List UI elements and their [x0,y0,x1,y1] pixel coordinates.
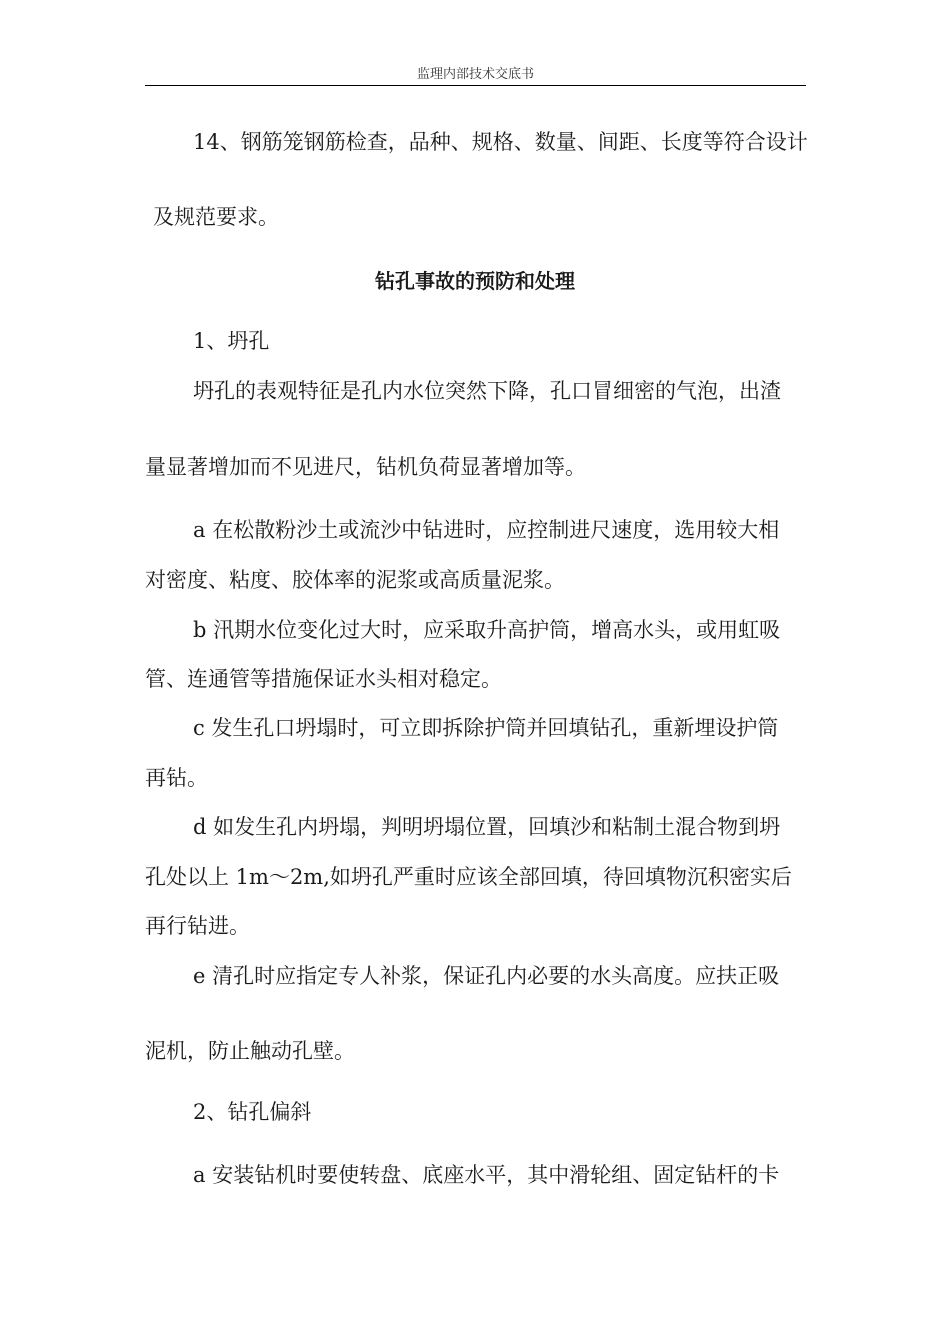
text-line: 泥机，防止触动孔壁。 [145,1039,355,1063]
text-line: a 在松散粉沙土或流沙中钻进时，应控制进尺速度，选用较大相 [193,518,780,542]
text-line: 孔处以上 1m～2m,如坍孔严重时应该全部回填，待回填物沉积密实后 [145,865,792,889]
text-line: 对密度、粘度、胶体率的泥浆或高质量泥浆。 [145,568,565,592]
subsection-heading: 2、钻孔偏斜 [193,1100,312,1124]
text-line: 管、连通管等措施保证水头相对稳定。 [145,667,502,691]
text-line: b 汛期水位变化过大时，应采取升高护筒，增高水头，或用虹吸 [193,618,781,642]
page-header: 监理内部技术交底书 [145,66,806,86]
subsection-heading: 1、坍孔 [193,329,270,353]
section-title: 钻孔事故的预防和处理 [375,269,575,293]
text-line: 及规范要求。 [153,205,279,229]
text-line: a 安装钻机时要使转盘、底座水平，其中滑轮组、固定钻杆的卡 [193,1163,780,1187]
text-line: d 如发生孔内坍塌，判明坍塌位置，回填沙和粘制土混合物到坍 [193,815,781,839]
text-line: 再钻。 [145,766,208,790]
text-line: c 发生孔口坍塌时，可立即拆除护筒并回填钻孔，重新埋设护筒 [193,716,779,740]
text-line: 量显著增加而不见进尺，钻机负荷显著增加等。 [145,455,586,479]
text-line: 14、钢筋笼钢筋检查，品种、规格、数量、间距、长度等符合设计 [193,130,808,154]
text-line: 再行钻进。 [145,914,250,938]
text-line: 坍孔的表观特征是孔内水位突然下降，孔口冒细密的气泡，出渣 [193,379,781,403]
text-line: e 清孔时应指定专人补浆，保证孔内必要的水头高度。应扶正吸 [193,964,780,988]
